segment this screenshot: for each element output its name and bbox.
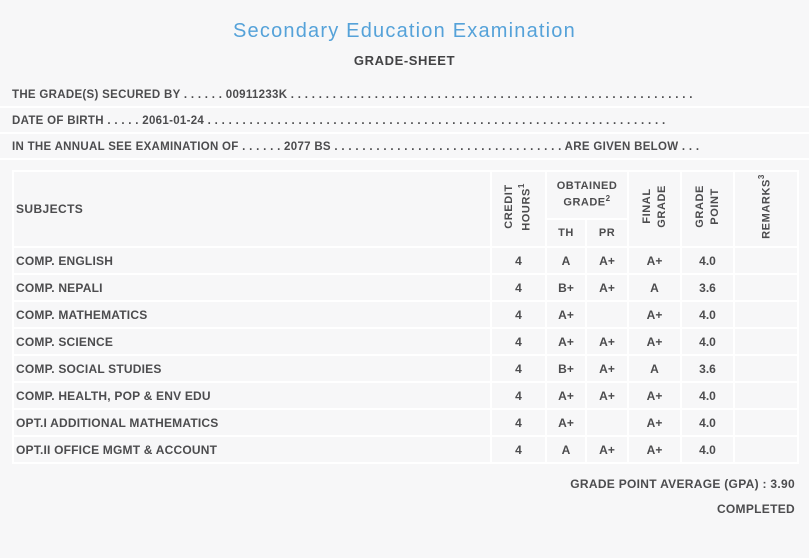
column-header-credit-hours: [491, 171, 546, 247]
grade-point-label-line1: GRADE: [693, 185, 706, 228]
final-grade-vertical-label: [640, 185, 670, 228]
table-row: [13, 382, 798, 409]
th-grade-cell: A+: [546, 382, 586, 409]
final-grade-cell: A+: [628, 328, 681, 355]
column-header-obtained-grade: [546, 171, 628, 219]
pr-grade-cell: A+: [586, 328, 628, 355]
th-grade-cell: A: [546, 247, 586, 274]
page-subtitle: GRADE-SHEET: [353, 53, 456, 68]
credit-hours-cell: 4: [491, 382, 546, 409]
table-row: [13, 274, 798, 301]
table-row: [13, 301, 798, 328]
gpa-summary: GRADE POINT AVERAGE (GPA) : 3.90: [570, 477, 795, 491]
credit-hours-cell: 4: [491, 301, 546, 328]
column-header-remarks: [734, 171, 798, 247]
grade-point-vertical-label: [693, 185, 723, 228]
grade-point-cell: 4.0: [681, 301, 734, 328]
remarks-cell: [734, 382, 798, 409]
grade-point-cell: 3.6: [681, 274, 734, 301]
remarks-label-line: [757, 174, 775, 239]
th-grade-cell: A: [546, 436, 586, 463]
subject-cell: COMP. MATHEMATICS: [13, 301, 491, 328]
credit-hours-cell: 4: [491, 328, 546, 355]
grades-table-body: [13, 247, 798, 463]
table-row: [13, 409, 798, 436]
credit-hours-cell: 4: [491, 274, 546, 301]
subject-cell: COMP. SCIENCE: [13, 328, 491, 355]
completion-status: COMPLETED: [716, 502, 795, 516]
remarks-label-text: REMARKS: [760, 179, 773, 239]
credit-hours-cell: 4: [491, 247, 546, 274]
final-grade-cell: A: [628, 355, 681, 382]
subject-cell: OPT.II OFFICE MGMT & ACCOUNT: [13, 436, 491, 463]
final-grade-cell: A+: [628, 247, 681, 274]
column-header-grade-point: [681, 171, 734, 247]
final-grade-cell: A: [628, 274, 681, 301]
final-label-line1: FINAL: [640, 188, 653, 225]
grades-table-header: [13, 171, 798, 247]
info-line-examination-year: IN THE ANNUAL SEE EXAMINATION OF . . . . . . 2077 BS . . . . . . . . . . . . . . . . . . . . . . . . . . . . . . . . . ARE GIVEN BELOW . . .: [0, 134, 809, 160]
obtained-label-line2: [547, 194, 627, 211]
grade-point-cell: 4.0: [681, 328, 734, 355]
obtained-label-line1: OBTAINED: [556, 180, 618, 193]
credit-footnote-marker: 1: [517, 182, 527, 188]
grade-point-cell: 4.0: [681, 409, 734, 436]
grade-point-label-line2: POINT: [708, 188, 721, 225]
table-row: [13, 355, 798, 382]
subject-cell: OPT.I ADDITIONAL MATHEMATICS: [13, 409, 491, 436]
remarks-footnote-marker: 3: [757, 174, 767, 180]
credit-label-line2: [517, 183, 535, 231]
table-row: [13, 436, 798, 463]
pr-grade-cell: A+: [586, 436, 628, 463]
credit-label-line1: CREDIT: [503, 184, 516, 229]
obtained-label-text: GRADE: [563, 196, 606, 209]
subject-cell: COMP. ENGLISH: [13, 247, 491, 274]
column-header-pr: PR: [586, 219, 628, 247]
final-label-line2: GRADE: [655, 185, 668, 228]
grade-point-cell: 4.0: [681, 382, 734, 409]
remarks-cell: [734, 355, 798, 382]
candidate-info-section: [0, 82, 809, 160]
pr-grade-cell: A+: [586, 382, 628, 409]
th-grade-cell: A+: [546, 301, 586, 328]
credit-hours-cell: 4: [491, 355, 546, 382]
results-footer: [12, 472, 797, 522]
grade-point-cell: 3.6: [681, 355, 734, 382]
table-row: [13, 328, 798, 355]
remarks-cell: [734, 409, 798, 436]
credit-hours-vertical-label: [502, 183, 534, 231]
final-grade-cell: A+: [628, 301, 681, 328]
th-grade-cell: B+: [546, 274, 586, 301]
column-header-th: TH: [546, 219, 586, 247]
credit-hours-cell: 4: [491, 436, 546, 463]
remarks-cell: [734, 301, 798, 328]
remarks-cell: [734, 328, 798, 355]
pr-grade-cell: A+: [586, 355, 628, 382]
subject-cell: COMP. NEPALI: [13, 274, 491, 301]
subject-cell: COMP. HEALTH, POP & ENV EDU: [13, 382, 491, 409]
pr-grade-cell: A+: [586, 247, 628, 274]
pr-grade-cell: [586, 301, 628, 328]
remarks-cell: [734, 274, 798, 301]
info-line-date-of-birth: DATE OF BIRTH . . . . . 2061-01-24 . . . . . . . . . . . . . . . . . . . . . . . . . . . . . . . . . . . . . . . . . . . . . . . . . . . . . . . . . . . . . . . . . .: [0, 108, 809, 134]
final-grade-cell: A+: [628, 436, 681, 463]
final-grade-cell: A+: [628, 409, 681, 436]
grades-table: [12, 170, 799, 464]
remarks-vertical-label: [757, 174, 775, 239]
credit-label-text: HOURS: [520, 187, 533, 231]
final-grade-cell: A+: [628, 382, 681, 409]
credit-hours-cell: 4: [491, 409, 546, 436]
remarks-cell: [734, 436, 798, 463]
column-header-final-grade: [628, 171, 681, 247]
th-grade-cell: B+: [546, 355, 586, 382]
info-line-grades-secured-by: THE GRADE(S) SECURED BY . . . . . . 00911233K . . . . . . . . . . . . . . . . . . . . . . . . . . . . . . . . . . . . . . . . . . . . . . . . . . . . . . . . . .: [0, 82, 809, 108]
column-header-subjects: SUBJECTS: [13, 171, 491, 247]
remarks-cell: [734, 247, 798, 274]
th-grade-cell: A+: [546, 328, 586, 355]
pr-grade-cell: A+: [586, 274, 628, 301]
page-title: Secondary Education Examination: [233, 20, 576, 42]
obtained-footnote-marker: 2: [605, 194, 611, 204]
subject-cell: COMP. SOCIAL STUDIES: [13, 355, 491, 382]
table-row: [13, 247, 798, 274]
grade-point-cell: 4.0: [681, 247, 734, 274]
pr-grade-cell: [586, 409, 628, 436]
th-grade-cell: A+: [546, 409, 586, 436]
grade-point-cell: 4.0: [681, 436, 734, 463]
